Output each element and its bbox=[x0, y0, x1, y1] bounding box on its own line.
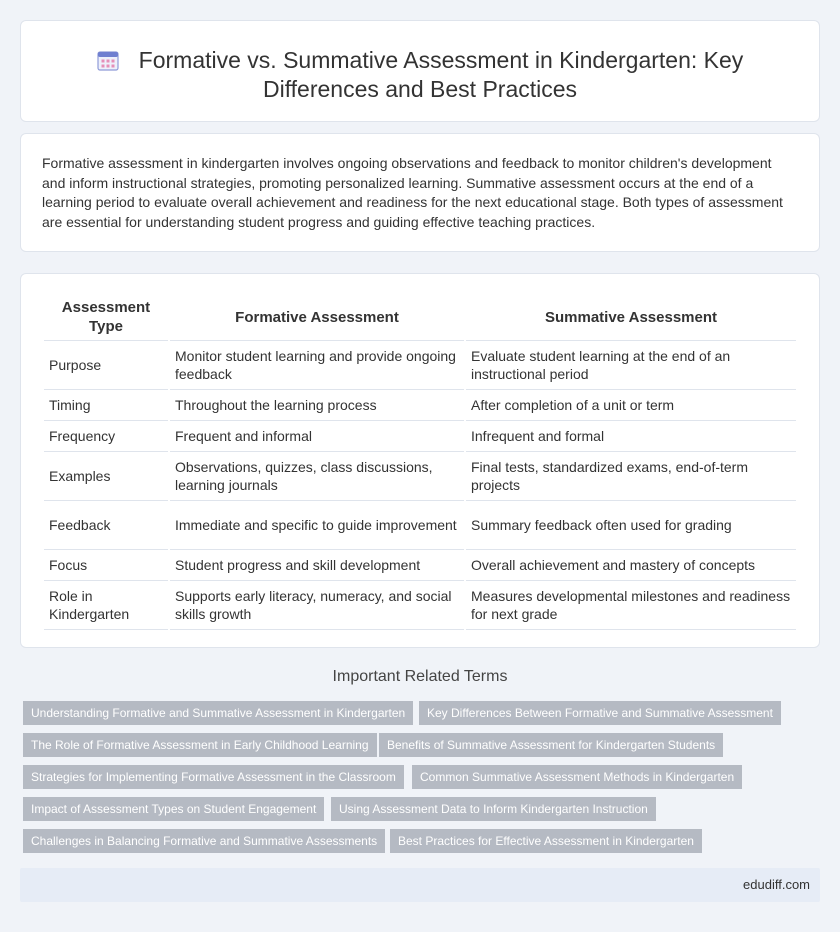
related-term-tag[interactable]: Understanding Formative and Summative Assessment in Kindergarten bbox=[23, 701, 413, 725]
title-line-1: Formative vs. Summative Assessment in Kindergarten: Key bbox=[138, 47, 744, 73]
comparison-card bbox=[20, 273, 820, 648]
summative-cell: Overall achievement and mastery of concepts bbox=[466, 550, 796, 581]
header-summative: Summative Assessment bbox=[466, 294, 796, 341]
related-term-tag[interactable]: Key Differences Between Formative and Summative Assessment bbox=[419, 701, 781, 725]
summative-cell: Measures developmental milestones and readiness for next grade bbox=[466, 581, 796, 630]
summative-cell: Infrequent and formal bbox=[466, 421, 796, 452]
intro-card bbox=[20, 133, 820, 252]
related-term-tag[interactable]: Strategies for Implementing Formative Assessment in the Classroom bbox=[23, 765, 404, 789]
formative-cell: Student progress and skill development bbox=[170, 550, 464, 581]
formative-cell: Frequent and informal bbox=[170, 421, 464, 452]
formative-cell: Observations, quizzes, class discussions, learning journals bbox=[170, 452, 464, 501]
row-label: Examples bbox=[44, 452, 168, 501]
summative-cell: Summary feedback often used for grading bbox=[466, 501, 796, 550]
related-term-tag[interactable]: Using Assessment Data to Inform Kindergarten Instruction bbox=[331, 797, 656, 821]
header-formative: Formative Assessment bbox=[170, 294, 464, 341]
summative-cell: Evaluate student learning at the end of an instructional period bbox=[466, 341, 796, 390]
summative-cell: After completion of a unit or term bbox=[466, 390, 796, 421]
title-line-2: Differences and Best Practices bbox=[262, 76, 578, 102]
related-term-tag[interactable]: Challenges in Balancing Formative and Summative Assessments bbox=[23, 829, 385, 853]
row-label: Focus bbox=[44, 550, 168, 581]
formative-cell: Monitor student learning and provide ongoing feedback bbox=[170, 341, 464, 390]
summative-cell: Final tests, standardized exams, end-of-term projects bbox=[466, 452, 796, 501]
related-term-tag[interactable]: Impact of Assessment Types on Student Engagement bbox=[23, 797, 324, 821]
row-label: Timing bbox=[44, 390, 168, 421]
related-term-tag[interactable]: Common Summative Assessment Methods in Kindergarten bbox=[412, 765, 742, 789]
table-row bbox=[44, 421, 796, 452]
table-row bbox=[44, 550, 796, 581]
formative-cell: Throughout the learning process bbox=[170, 390, 464, 421]
title-card bbox=[20, 20, 820, 122]
page-title bbox=[21, 46, 819, 104]
table-row bbox=[44, 452, 796, 501]
comparison-table bbox=[42, 294, 798, 630]
table-row bbox=[44, 581, 796, 630]
related-term-tag[interactable]: Benefits of Summative Assessment for Kindergarten Students bbox=[379, 733, 723, 757]
table-row bbox=[44, 390, 796, 421]
calendar-icon bbox=[97, 49, 119, 71]
related-term-tag[interactable]: The Role of Formative Assessment in Early Childhood Learning bbox=[23, 733, 377, 757]
related-terms-heading: Important Related Terms bbox=[332, 668, 508, 685]
header-assessment-type: Assessment Type bbox=[44, 294, 168, 341]
formative-cell: Immediate and specific to guide improvement bbox=[170, 501, 464, 550]
row-label: Role in Kindergarten bbox=[44, 581, 168, 630]
formative-cell: Supports early literacy, numeracy, and social skills growth bbox=[170, 581, 464, 630]
footer-site-name[interactable]: edudiff.com bbox=[743, 877, 810, 892]
table-row bbox=[44, 501, 796, 550]
table-row bbox=[44, 341, 796, 390]
table-header-row bbox=[44, 294, 796, 341]
related-term-tag[interactable]: Best Practices for Effective Assessment in Kindergarten bbox=[390, 829, 702, 853]
footer bbox=[20, 868, 820, 902]
intro-paragraph: Formative assessment in kindergarten involves ongoing observations and feedback to monitor children's development and inform instructional strategies, promoting personalized learning. Summative assessment occurs at the end of a learning period to evaluate overall achievement and readiness for the next educational stage. Both types of assessment are essential for understanding student progress and guiding effective teaching practices. bbox=[42, 155, 783, 230]
row-label: Frequency bbox=[44, 421, 168, 452]
row-label: Feedback bbox=[44, 501, 168, 550]
row-label: Purpose bbox=[44, 341, 168, 390]
